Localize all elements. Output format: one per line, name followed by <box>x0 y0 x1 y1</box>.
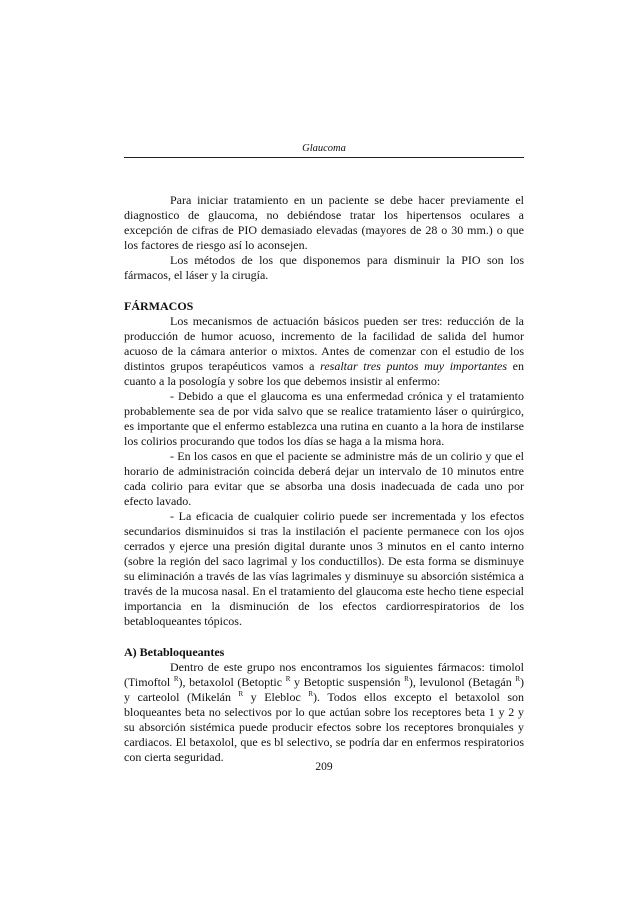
farmacos-p1-text-a: Los mecanismos de actuación básicos pueden ser tres: reducción de la producción de humor acuoso, incremento de la facilidad de salida del humor acuoso de la cámara anterior o mixtos. Antes de comenzar con el estudio de los distintos grupos terapéuticos vamos a <box>124 314 524 373</box>
beta-text-6: y Elebloc <box>243 690 309 704</box>
page-number: 209 <box>315 761 333 773</box>
header-rule <box>124 157 524 158</box>
spacer <box>124 283 524 299</box>
intro-paragraph-1: Para iniciar tratamiento en un paciente se debe hacer previamente el diagnostico de glaucoma, no debiéndose tratar los hipertensos oculares a excepción de cifras de PIO demasiado elevadas (mayores de 28 o 30 mm.) o que los factores de riesgo así lo aconsejen. <box>124 193 524 252</box>
section-heading-betabloqueantes: A) Betabloqueantes <box>124 645 225 659</box>
intro-paragraph-2: Los métodos de los que disponemos para disminuir la PIO son los fármacos, el láser y la cirugía. <box>124 253 524 282</box>
registered-mark: R <box>404 675 409 683</box>
beta-text-4: ), levulonol (Betagán <box>408 675 516 689</box>
registered-mark: R <box>173 675 179 683</box>
registered-mark: R <box>285 675 291 683</box>
beta-text-3: y Betoptic suspensión <box>290 675 405 689</box>
farmacos-paragraph-3: - En los casos en que el paciente se administre más de un colirio y que el horario de administración coincida deberá dejar un intervalo de 10 minutos entre cada colirio para evitar que se absorba una dosis inadecuada de cada uno por efecto lavado. <box>124 449 524 508</box>
farmacos-paragraph-2: - Debido a que el glaucoma es una enfermedad crónica y el tratamiento probablemente sea de por vida salvo que se realice tratamiento láser o quirúrgico, es importante que el enfermo establezca una rutina en cuanto a la hora de instilarse los colirios procurando que todos los días se haga a la misma hora. <box>124 389 524 448</box>
farmacos-p1-text-b: en cuanto a la posología y sobre los que debemos insistir al enfermo: <box>124 359 524 388</box>
farmacos-p1-emphasis: resaltar tres puntos muy importantes <box>320 359 508 373</box>
farmacos-paragraph-4: - La eficacia de cualquier colirio puede ser incrementada y los efectos secundarios disminuidos si tras la instilación el paciente permanece con los ojos cerrados y ejerce una presión digital durante unos 3 minutos en el canto interno (sobre la región del saco lagrimal y los conductillos). De esta forma se disminuye su eliminación a través de las vías lagrimales y disminuye su absorción sistémica a través de la mucosa nasal. En el tratamiento del glaucoma este hecho tiene especial importancia en la disminución de los efectos cardiorrespiratorios de los betabloqueantes tópicos. <box>124 509 524 628</box>
beta-text-1: Dentro de este grupo nos encontramos los siguientes fármacos: timolol (Timoftol <box>124 660 524 689</box>
betabloqueantes-paragraph <box>124 660 524 765</box>
registered-mark: R <box>308 690 314 698</box>
beta-text-2: ), betaxolol (Betoptic <box>178 675 286 689</box>
running-header-title: Glaucoma <box>302 143 346 154</box>
beta-text-7: ). Todos ellos excepto el betaxolol son bloqueantes beta no selectivos por lo que actúan sobre los receptores beta 1 y 2 y su absorción sistémica puede producir efectos sobre los receptores bronquiales y cardiacos. El betaxolol, que es bl selectivo, se podría dar en enfermos respiratorios con cierta seguridad. <box>124 690 524 764</box>
section-heading-farmacos: FÁRMACOS <box>124 299 194 313</box>
farmacos-paragraph-1 <box>124 314 524 389</box>
registered-mark: R <box>238 690 244 698</box>
body-text <box>124 193 524 765</box>
beta-text-5: ) y carteolol (Mikelán <box>124 675 524 704</box>
spacer <box>124 629 524 645</box>
registered-mark: R <box>515 675 520 683</box>
